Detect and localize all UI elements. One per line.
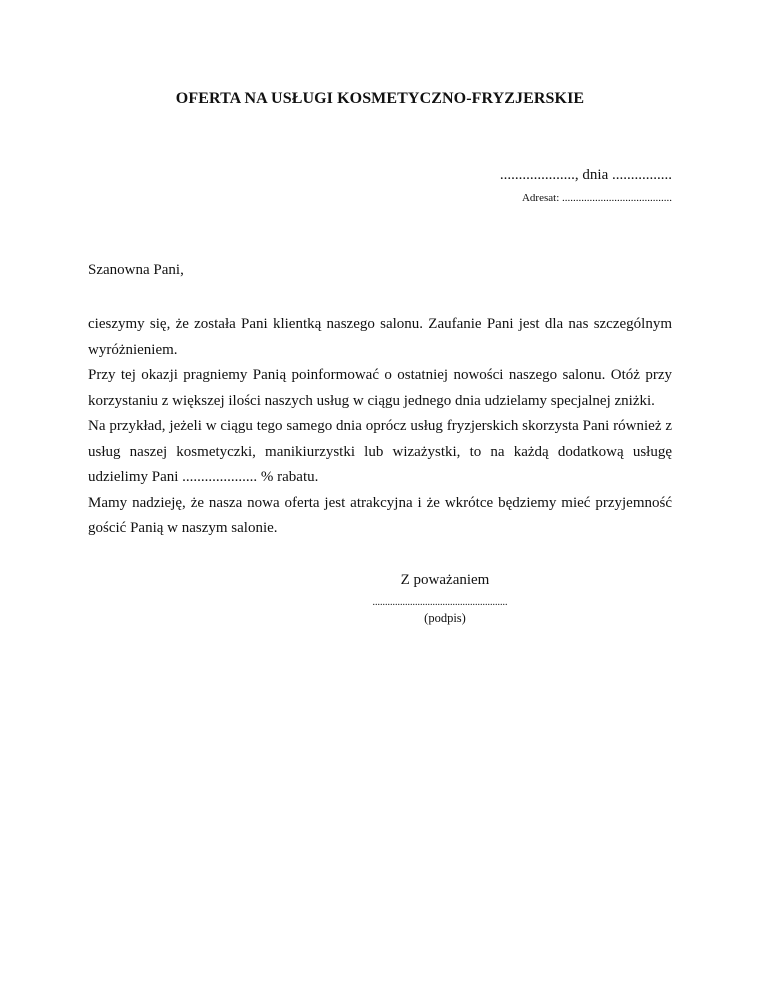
- letter-body: [88, 312, 672, 542]
- paragraph: Na przykład, jeżeli w ciągu tego samego dnia oprócz usług fryzjerskich skorzysta Pani również z usług naszej kosmetyczki, manikiurzystki lub wizażystki, to na każdą dodatkową usługę udzielimy Pani .................... % rabatu.: [88, 418, 672, 485]
- addressee-line: [522, 192, 672, 204]
- addressee-label: Adresat:: [521, 192, 560, 204]
- signature-line: ......................................................: [372, 597, 508, 608]
- place-date-line: ...................., dnia ................: [499, 167, 672, 183]
- paragraph: Mamy nadzieję, że nasza nowa oferta jest atrakcyjna i że wkrótce będziemy mieć przyjemność gościć Panią w naszym salonie.: [88, 494, 672, 536]
- closing-phrase: Z poważaniem: [400, 572, 490, 588]
- document-title: OFERTA NA USŁUGI KOSMETYCZNO-FRYZJERSKIE: [175, 90, 585, 107]
- signature-caption: (podpis): [424, 611, 466, 625]
- addressee-value: ........................................: [562, 192, 672, 204]
- paragraph: cieszymy się, że została Pani klientką naszego salonu. Zaufanie Pani jest dla nas szczególnym wyróżnieniem.: [88, 316, 672, 358]
- paragraph: Przy tej okazji pragniemy Panią poinformować o ostatniej nowości naszego salonu. Otóż przy korzystaniu z większej ilości naszych usług w ciągu jednego dnia udzielamy specjalnej zniżki.: [88, 367, 672, 409]
- greeting: Szanowna Pani,: [88, 262, 184, 278]
